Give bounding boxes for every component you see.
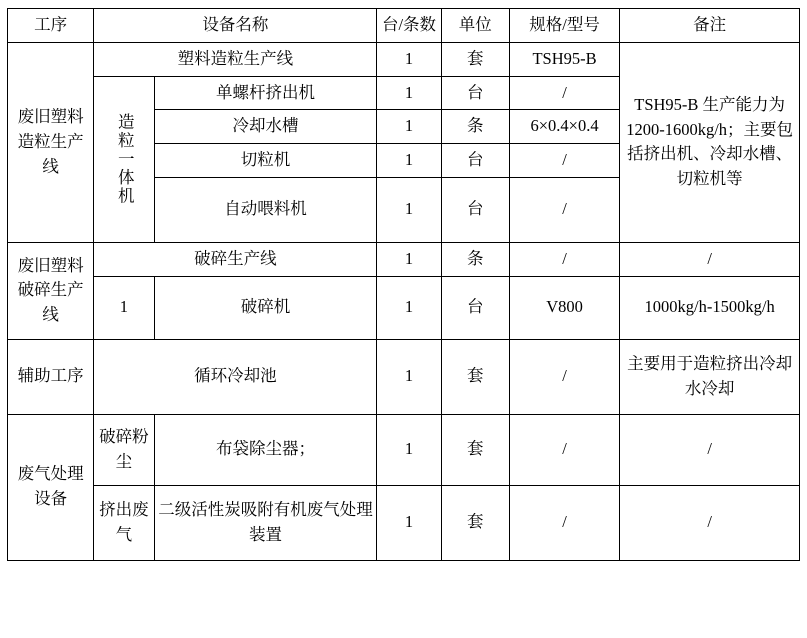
- spec-cell: /: [509, 485, 619, 560]
- count-cell: 1: [377, 177, 441, 242]
- header-remark: 备注: [620, 9, 800, 43]
- equipment-table: [7, 8, 800, 561]
- equipment-name-cell: 塑料造粒生产线: [94, 42, 377, 76]
- unit-cell: 台: [441, 76, 509, 110]
- spec-cell: /: [509, 414, 619, 485]
- equipment-name-cell: 自动喂料机: [154, 177, 377, 242]
- count-cell: 1: [377, 414, 441, 485]
- count-cell: 1: [377, 242, 441, 276]
- unit-cell: 套: [441, 42, 509, 76]
- header-process: 工序: [8, 9, 94, 43]
- spec-cell: 6×0.4×0.4: [509, 110, 619, 144]
- count-cell: 1: [377, 144, 441, 178]
- remark-cell: /: [620, 414, 800, 485]
- table-row: [8, 339, 800, 414]
- header-spec-model: 规格/型号: [509, 9, 619, 43]
- header-equipment-name: 设备名称: [94, 9, 377, 43]
- sub-group-cell-integrated-granulator: 造粒一体机: [94, 76, 154, 242]
- table-header-row: [8, 9, 800, 43]
- equipment-name-cell: 二级活性炭吸附有机废气处理装置: [154, 485, 377, 560]
- spec-cell: TSH95-B: [509, 42, 619, 76]
- table-row: [8, 242, 800, 276]
- unit-cell: 条: [441, 110, 509, 144]
- equipment-name-cell: 单螺杆挤出机: [154, 76, 377, 110]
- sub-category-cell-extrusion-gas: 挤出废气: [94, 485, 154, 560]
- remark-cell-granulation: TSH95-B 生产能力为1200-1600kg/h；主要包括挤出机、冷却水槽、切粒机等: [620, 42, 800, 242]
- sub-group-cell-crushing: 1: [94, 276, 154, 339]
- process-cell-granulation: 废旧塑料造粒生产线: [8, 42, 94, 242]
- unit-cell: 套: [441, 485, 509, 560]
- sub-category-cell-crushing-dust: 破碎粉尘: [94, 414, 154, 485]
- equipment-name-cell: 切粒机: [154, 144, 377, 178]
- spec-cell: /: [509, 177, 619, 242]
- table-row: [8, 485, 800, 560]
- header-unit: 单位: [441, 9, 509, 43]
- unit-cell: 台: [441, 144, 509, 178]
- process-cell-waste-gas: 废气处理设备: [8, 414, 94, 560]
- unit-cell: 套: [441, 339, 509, 414]
- unit-cell: 台: [441, 276, 509, 339]
- count-cell: 1: [377, 110, 441, 144]
- spec-cell: V800: [509, 276, 619, 339]
- count-cell: 1: [377, 76, 441, 110]
- count-cell: 1: [377, 485, 441, 560]
- equipment-name-cell: 破碎机: [154, 276, 377, 339]
- unit-cell: 条: [441, 242, 509, 276]
- header-count: 台/条数: [377, 9, 441, 43]
- spec-cell: /: [509, 144, 619, 178]
- spec-cell: /: [509, 339, 619, 414]
- table-row: [8, 42, 800, 76]
- count-cell: 1: [377, 42, 441, 76]
- unit-cell: 套: [441, 414, 509, 485]
- spec-cell: /: [509, 76, 619, 110]
- equipment-name-cell: 冷却水槽: [154, 110, 377, 144]
- process-cell-crushing: 废旧塑料破碎生产线: [8, 242, 94, 339]
- remark-cell: /: [620, 485, 800, 560]
- spec-cell: /: [509, 242, 619, 276]
- table-row: [8, 414, 800, 485]
- process-cell-auxiliary: 辅助工序: [8, 339, 94, 414]
- equipment-name-cell: 循环冷却池: [94, 339, 377, 414]
- remark-cell: 主要用于造粒挤出冷却水冷却: [620, 339, 800, 414]
- equipment-name-cell: 破碎生产线: [94, 242, 377, 276]
- equipment-name-cell: 布袋除尘器；: [154, 414, 377, 485]
- unit-cell: 台: [441, 177, 509, 242]
- remark-cell: /: [620, 242, 800, 276]
- table-row: [8, 276, 800, 339]
- count-cell: 1: [377, 339, 441, 414]
- count-cell: 1: [377, 276, 441, 339]
- remark-cell: 1000kg/h-1500kg/h: [620, 276, 800, 339]
